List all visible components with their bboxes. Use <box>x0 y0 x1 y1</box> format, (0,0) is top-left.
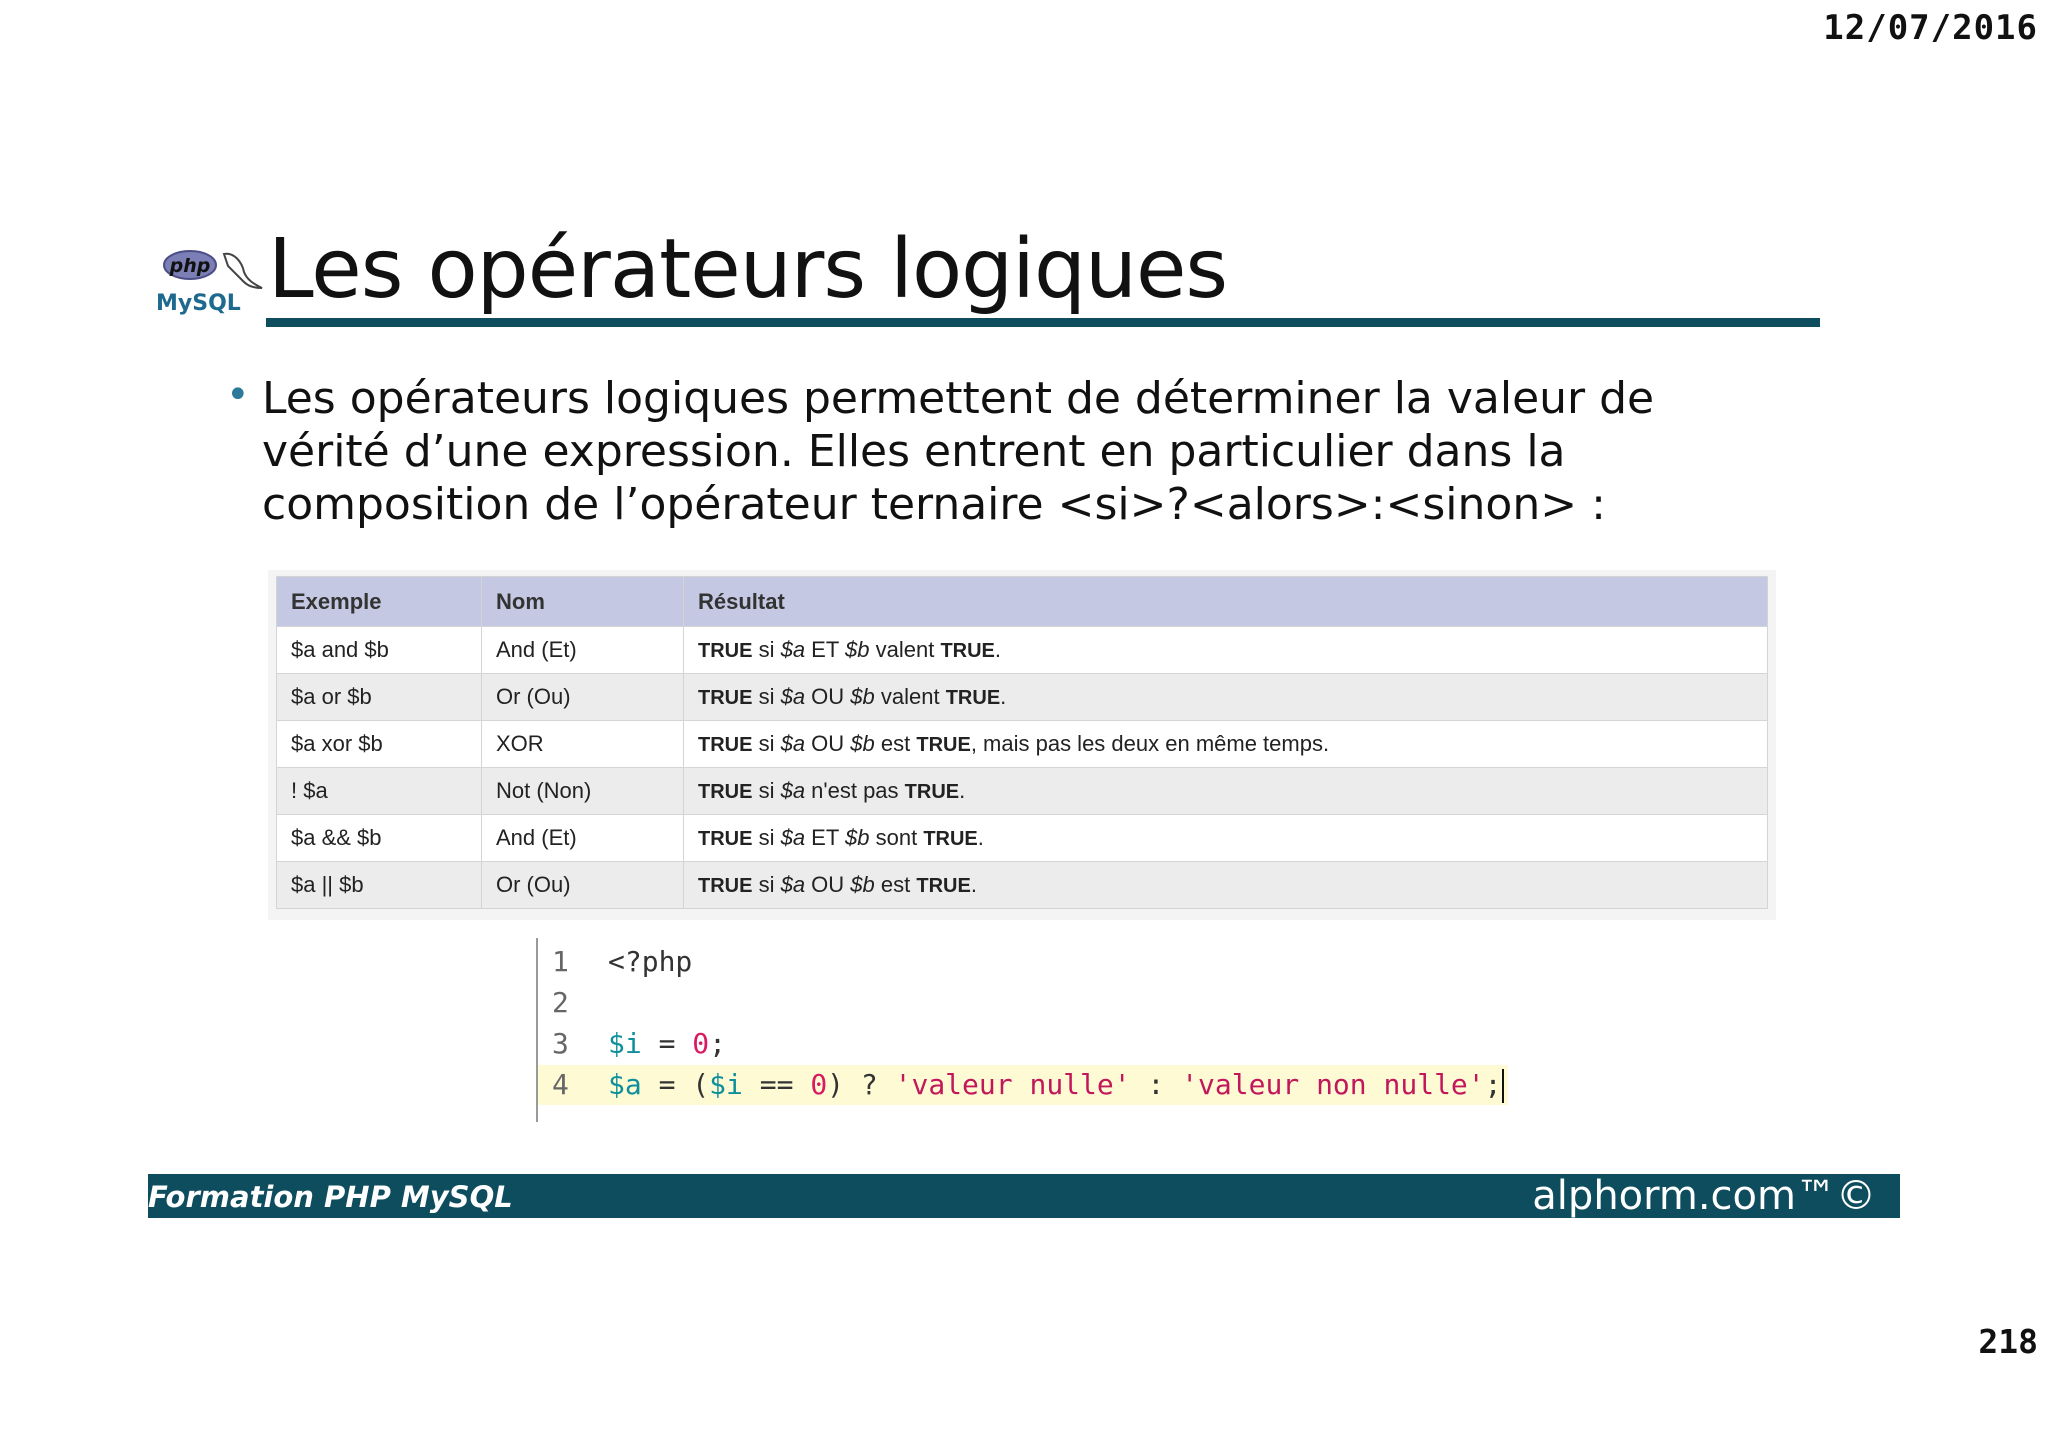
table-row <box>277 721 1768 768</box>
result-segment: $a <box>780 872 806 897</box>
cell-example: $a xor $b <box>277 721 482 768</box>
result-segment: ET <box>805 637 846 662</box>
code-snippet <box>536 938 1508 1122</box>
code-line <box>538 1065 1508 1105</box>
result-segment: $b <box>845 637 870 662</box>
cell-example: $a or $b <box>277 674 482 721</box>
cell-name: Not (Non) <box>482 768 684 815</box>
header-resultat: Résultat <box>684 577 1768 627</box>
result-segment: TRUE <box>698 828 753 850</box>
logical-operators-table <box>276 576 1768 909</box>
result-segment: $a <box>780 684 806 709</box>
cell-example: $a && $b <box>277 815 482 862</box>
code-line <box>538 1024 1508 1064</box>
cell-result <box>684 627 1768 674</box>
result-segment: si <box>752 637 781 662</box>
result-segment: TRUE <box>698 781 753 803</box>
result-segment: $b <box>850 731 875 756</box>
result-segment: TRUE <box>698 640 753 662</box>
result-segment: . <box>1000 684 1007 709</box>
result-segment: . <box>977 825 984 850</box>
line-number: 1 <box>552 945 569 978</box>
cell-result <box>684 815 1768 862</box>
page-number: 218 <box>1978 1322 2038 1361</box>
cell-name: Or (Ou) <box>482 862 684 909</box>
result-segment: valent <box>869 637 941 662</box>
logo-mysql-text: MySQL <box>156 291 241 316</box>
result-segment: TRUE <box>916 734 971 756</box>
result-segment: si <box>752 778 781 803</box>
result-segment: $a <box>780 731 806 756</box>
result-segment: . <box>970 872 977 897</box>
php-mysql-logo-icon <box>154 248 268 318</box>
line-number: 3 <box>552 1027 569 1060</box>
result-segment: TRUE <box>698 687 753 709</box>
bullet-icon: • <box>226 372 250 418</box>
result-segment: , mais pas les deux en même temps. <box>970 731 1330 756</box>
result-segment: si <box>752 825 781 850</box>
logical-operators-table-image <box>268 570 1776 920</box>
result-segment: $b <box>850 872 875 897</box>
result-segment: TRUE <box>916 875 971 897</box>
cell-result <box>684 721 1768 768</box>
table-row <box>277 627 1768 674</box>
result-segment: $b <box>850 684 875 709</box>
footer-course-title: Formation PHP MySQL <box>148 1180 513 1214</box>
cell-name: And (Et) <box>482 627 684 674</box>
cell-result <box>684 862 1768 909</box>
result-segment: $a <box>780 637 806 662</box>
cell-result <box>684 768 1768 815</box>
table-row <box>277 815 1768 862</box>
line-number: 2 <box>552 986 569 1019</box>
result-segment: si <box>752 731 781 756</box>
code-text: $i = 0; <box>608 1027 727 1060</box>
result-segment: si <box>752 684 781 709</box>
cell-name: Or (Ou) <box>482 674 684 721</box>
result-segment: OU <box>805 684 851 709</box>
result-segment: OU <box>805 872 851 897</box>
cell-example: ! $a <box>277 768 482 815</box>
code-line <box>538 983 1508 1023</box>
result-segment: TRUE <box>698 875 753 897</box>
result-segment: TRUE <box>698 734 753 756</box>
table-row <box>277 862 1768 909</box>
result-segment: $b <box>845 825 870 850</box>
header-nom: Nom <box>482 577 684 627</box>
result-segment: est <box>874 872 917 897</box>
cell-example: $a || $b <box>277 862 482 909</box>
result-segment: valent <box>874 684 946 709</box>
result-segment: si <box>752 872 781 897</box>
result-segment: est <box>874 731 917 756</box>
result-segment: TRUE <box>940 640 995 662</box>
result-segment: OU <box>805 731 851 756</box>
table-row <box>277 674 1768 721</box>
bullet-text: Les opérateurs logiques permettent de déterminer la valeur de vérité d’une expression. Elles entrent en particulier dans la composition de l’opérateur ternaire <si>?<alors>:<sinon> : <box>262 373 1655 530</box>
cell-example: $a and $b <box>277 627 482 674</box>
code-text: $a = ($i == 0) ? 'valeur nulle' : 'valeur non nulle'; <box>608 1068 1502 1101</box>
result-segment: TRUE <box>904 781 960 803</box>
table-row <box>277 768 1768 815</box>
result-segment: TRUE <box>945 687 1001 709</box>
cell-result <box>684 674 1768 721</box>
logo-php-text: php <box>169 255 211 277</box>
line-number: 4 <box>552 1068 569 1101</box>
title-underline <box>266 318 1820 327</box>
result-segment: sont <box>869 825 924 850</box>
slide-title: Les opérateurs logiques <box>268 222 1228 317</box>
result-segment: $a <box>780 825 806 850</box>
footer-brand: alphorm.com™© <box>1532 1173 1876 1219</box>
code-line <box>538 942 1508 982</box>
footer-bar <box>148 1174 1900 1218</box>
result-segment: . <box>959 778 966 803</box>
result-segment: TRUE <box>923 828 978 850</box>
result-segment: ET <box>805 825 846 850</box>
result-segment: $a <box>780 778 806 803</box>
code-text: <?php <box>608 945 693 978</box>
table-header-row <box>277 577 1768 627</box>
header-exemple: Exemple <box>277 577 482 627</box>
result-segment: n'est pas <box>805 778 905 803</box>
cell-name: XOR <box>482 721 684 768</box>
slide-date: 12/07/2016 <box>1823 8 2038 48</box>
result-segment: . <box>994 637 1002 662</box>
cell-name: And (Et) <box>482 815 684 862</box>
